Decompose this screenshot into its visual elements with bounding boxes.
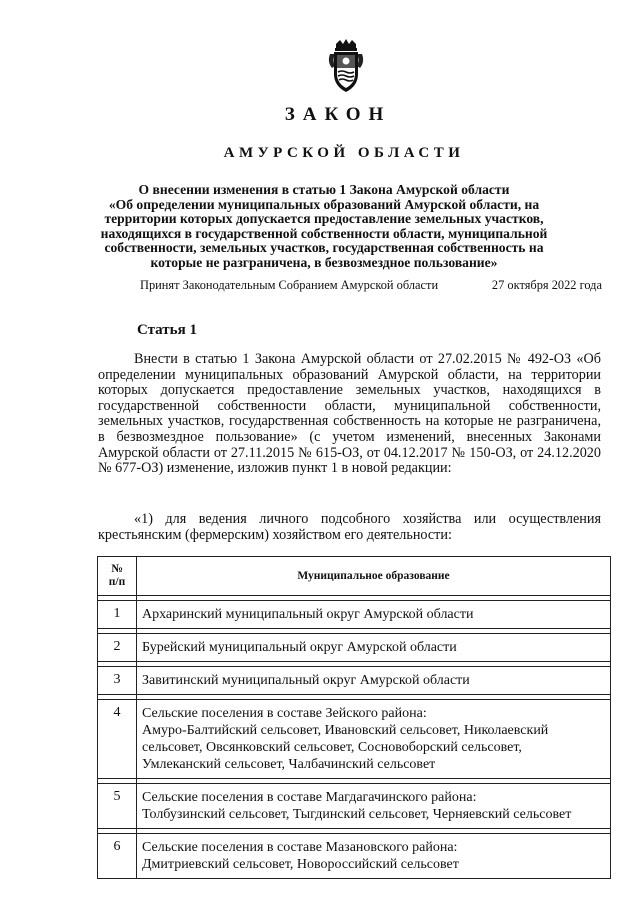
heading-line: собственности, земельных участков, государственная собственность на xyxy=(104,240,544,256)
amur-region-coat-of-arms-icon xyxy=(326,38,366,94)
row-number: 4 xyxy=(98,700,137,779)
table-row xyxy=(98,784,611,829)
municipality-line: Умлеканский сельсовет, Чалбачинский сельсовет xyxy=(142,757,436,772)
heading-line: территории которых допускается предоставление земельных участков, xyxy=(104,211,544,227)
municipality-line: Бурейский муниципальный округ Амурской области xyxy=(142,640,457,655)
article-title: Статья 1 xyxy=(137,322,197,338)
heading-line: «Об определении муниципальных образований Амурской области, на xyxy=(108,196,540,212)
column-header-number: № п/п xyxy=(98,557,137,596)
municipality-line: Сельские поселения в составе Зейского района: xyxy=(142,706,427,721)
municipality-line: Архаринский муниципальный округ Амурской области xyxy=(142,607,474,622)
table-row xyxy=(98,700,611,779)
law-heading xyxy=(100,183,548,271)
heading-line: О внесении изменения в статью 1 Закона Амурской области xyxy=(138,182,510,197)
municipality-line: сельсовет, Овсянковский сельсовет, Сосновоборский сельсовет, xyxy=(142,740,522,755)
table-header-row xyxy=(98,557,611,596)
table-row xyxy=(98,667,611,695)
municipality-line: Амуро-Балтийский сельсовет, Ивановский сельсовет, Николаевский xyxy=(142,723,549,738)
law-subtitle: АМУРСКОЙ ОБЛАСТИ xyxy=(223,145,465,161)
municipality-line: Сельские поселения в составе Мазановского района: xyxy=(142,840,458,855)
article-paragraph: «1) для ведения личного подсобного хозяйства или осуществления крестьянским (фермерским) хозяйством его деятельности: xyxy=(98,511,601,543)
table-row xyxy=(98,601,611,629)
municipality-line: Толбузинский сельсовет, Тыгдинский сельсовет, Черняевский сельсовет xyxy=(142,807,572,822)
column-header-municipality: Муниципальное образование xyxy=(137,557,611,596)
row-number: 3 xyxy=(98,667,137,695)
municipality-line: Дмитриевский сельсовет, Новороссийский сельсовет xyxy=(142,857,459,872)
municipality-line: Завитинский муниципальный округ Амурской области xyxy=(142,673,470,688)
article-paragraph: Внести в статью 1 Закона Амурской области от 27.02.2015 № 492-ОЗ «Об определении муниципальных образований Амурской области, на территории которых допускается предоставление земельных участков, находящихся в государственной собственности области, муниципальной собственности, земельных участков, государственная собственность на которые не разграничена, в безвозмездное пользование» (с учетом изменений, внесенных Законами Амурской области от 27.11.2015 № 615-ОЗ, от 04.12.2017 № 150-ОЗ, от 24.12.2020 № 677-ОЗ) изменение, изложив пункт 1 в новой редакции: xyxy=(98,351,601,477)
row-municipality xyxy=(137,834,611,879)
row-municipality xyxy=(137,700,611,779)
row-number: 1 xyxy=(98,601,137,629)
adoption-text: Принят Законодательным Собранием Амурской области xyxy=(140,278,439,292)
heading-line: которые не разграничена, в безвозмездное пользование» xyxy=(150,254,498,270)
table-row xyxy=(98,634,611,662)
municipality-line: Сельские поселения в составе Магдагачинского района: xyxy=(142,790,477,805)
row-number: 2 xyxy=(98,634,137,662)
row-municipality xyxy=(137,667,611,695)
row-municipality xyxy=(137,784,611,829)
row-municipality xyxy=(137,634,611,662)
heading-line: находящихся в государственной собственности области, муниципальной xyxy=(100,225,548,241)
adoption-date: 27 октября 2022 года xyxy=(491,278,602,292)
law-title: ЗАКОН xyxy=(284,104,392,125)
table-row xyxy=(98,834,611,879)
row-municipality xyxy=(137,601,611,629)
municipalities-table xyxy=(97,556,611,879)
row-number: 6 xyxy=(98,834,137,879)
row-number: 5 xyxy=(98,784,137,829)
